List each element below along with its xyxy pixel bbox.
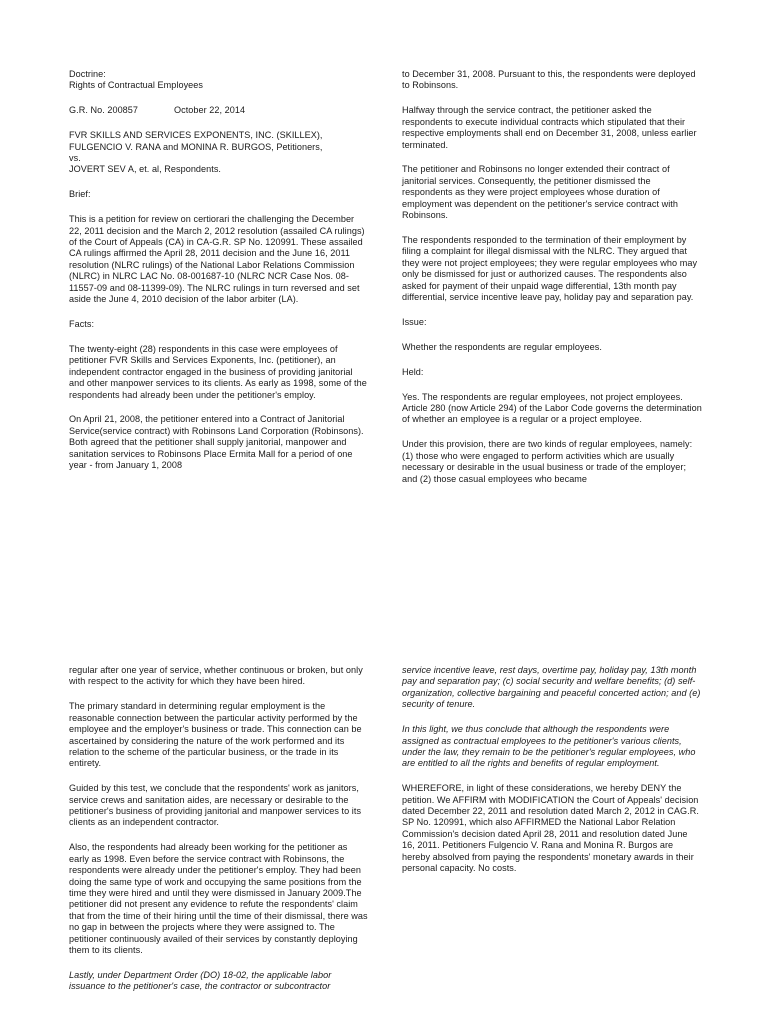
case-number-line [69,105,369,116]
held-paragraph-4: Guided by this test, we conclude that the respondents' work as janitors, service crews and sanitation aides, are necessary or desirable to the petitioner's business of providing janitorial and manpower services to its clients as an independent contractor. [69,783,362,828]
dispositive-paragraph: WHEREFORE, in light of these considerations, we hereby DENY the petition. We AFFIRM with MODIFICATION the Court of Appeals' decision dated December 22, 2011 and resolution dated March 2, 2012 in CAG.R. SP No. 120991, which also AFFIRMED the National Labor Relation Commission's decision dated April 28, 2011 and resolution dated June 16, 2011. Petitioners Fulgencio V. Rana and Monina R. Burgos are hereby absolved from paying the respondents' monetary awards in their personal capacity. No costs. [402,783,699,874]
held-heading: Held: [402,366,424,377]
page1-right-column [402,69,702,485]
page2-left-column [69,665,369,993]
facts-heading: Facts: [69,319,95,329]
held-paragraph-7: In this light, we thus conclude that although the respondents were assigned as contractual employees to the petitioner's various clients, under the law, they remain to be the petitioner's regular employees, who are entitled to all the rights and benefits of regular employment. [402,724,696,769]
held-paragraph-5: Also, the respondents had already been working for the petitioner as early as 1998. Even before the service contract with Robinsons, the respondents were already under the petitioner's employ. They had been doing the same type of work and occupying the same positions from the time they were hired and until they were dismissed in January 2009.The petitioner did not present any evidence to refute the respondents' claim that from the time of their hiring until the time of their dismissal, there was no gap in between the projects where they were assigned to. The petitioner continuously availed of their services by constantly deploying them to its clients. [69,842,368,956]
gr-number: G.R. No. 200857 [69,105,138,116]
brief-paragraph: This is a petition for review on certiorari the challenging the December 22, 2011 decision and the March 2, 2012 resolution (assailed CA rulings) of the Court of Appeals (CA) in CA-G.R. SP No. 120991. These assailed CA rulings affirmed the April 28, 2011 decision and the June 16, 2011 resolution (NLRC rulings) of the National Labor Relations Commission (NLRC) in NLRC LAC No. 08-001687-10 (NLRC NCR Case Nos. 08-11557-09 and 08-11399-09). The NLRC rulings in turn reversed and set aside the June 4, 2010 decision of the labor arbiter (LA). [69,214,365,305]
facts-paragraph-5: The respondents responded to the termination of their employment by filing a complaint for illegal dismissal with the NLRC. They argued that they were not project employees; they were regular employees who may only be dismissed for just or authorized causes. The respondents also asked for payment of their unpaid wage differential, 13th month pay differential, service incentive leave pay, holiday pay and separation pay. [402,234,698,302]
document-page-2 [0,658,768,1024]
petitioner-line-1: FVR SKILLS AND SERVICES EXPONENTS, INC. (SKILLEX), [69,130,323,141]
issue-heading: Issue: [402,316,427,327]
facts-paragraph-2-continued: to December 31, 2008. Pursuant to this, the respondents were deployed to Robinsons. [402,69,696,91]
page2-right-column [402,665,702,875]
decision-date: October 22, 2014 [174,105,246,116]
facts-paragraph-3: Halfway through the service contract, the petitioner asked the respondents to execute individual contracts which stipulated that their respective employments shall end on December 31, 2008, unless earlier terminated. [402,105,697,150]
brief-heading: Brief: [69,189,91,200]
held-paragraph-1: Yes. The respondents are regular employees, not project employees. Article 280 (now Article 294) of the Labor Code governs the determination of whether an employee is a regular or a project employee. [402,391,702,425]
petitioner-line-2: FULGENCIO V. RANA and MONINA R. BURGOS, Petitioners, [69,141,323,152]
doctrine-block [69,69,369,92]
held-paragraph-6: Lastly, under Department Order (DO) 18-02, the applicable labor issuance to the petitioner's case, the contractor or subcontractor [69,969,332,992]
held-paragraph-6-continued: service incentive leave, rest days, overtime pay, holiday pay, 13th month pay and separation pay; (c) social security and welfare benefits; (d) self-organization, collective bargaining and peaceful concerted action; and (e) security of tenure. [402,665,701,710]
held-paragraph-2-continued: regular after one year of service, whether continuous or broken, but only with respect to the activity for which they have been hired. [69,665,363,687]
facts-paragraph-4: The petitioner and Robinsons no longer extended their contract of janitorial services. Consequently, the petitioner dismissed the respondents as they were project employees whose duration of employment was dependent on the petitioner's service contract with Robinsons. [402,164,678,221]
held-paragraph-2: Under this provision, there are two kinds of regular employees, namely: (1) those who were engaged to perform activities which are usually necessary or desirable in the usual business or trade of the employer; and (2) those casual employees who became [402,439,693,484]
respondent-line: JOVERT SEV A, et. al, Respondents. [69,164,221,175]
versus-label: vs. [69,153,81,164]
page1-left-column [69,69,369,471]
facts-paragraph-2: On April 21, 2008, the petitioner entered into a Contract of Janitorial Service(service contract) with Robinsons Land Corporation (Robinsons). Both agreed that the petitioner shall supply janitorial, manpower and sanitation services to Robinsons Place Ermita Mall for a period of one year - from January 1, 2008 [69,414,364,471]
doctrine-label: Doctrine: [69,69,106,79]
issue-paragraph: Whether the respondents are regular employees. [402,341,602,352]
case-parties [69,130,369,176]
doctrine-title: Rights of Contractual Employees [69,80,203,91]
held-paragraph-3: The primary standard in determining regular employment is the reasonable connection between the particular activity performed by the employee and the employer's business or trade. This connection can be ascertained by considering the nature of the work performed and its relation to the scheme of the particular business, or the trade in its entirety. [69,701,362,769]
facts-paragraph-1: The twenty-eight (28) respondents in this case were employees of petitioner FVR Skills and Services Exponents, Inc. (petitioner), an independent contractor engaged in the business of providing janitorial and other manpower services to its clients. As early as 1998, some of the respondents had already been under the petitioner's employ. [69,343,367,400]
